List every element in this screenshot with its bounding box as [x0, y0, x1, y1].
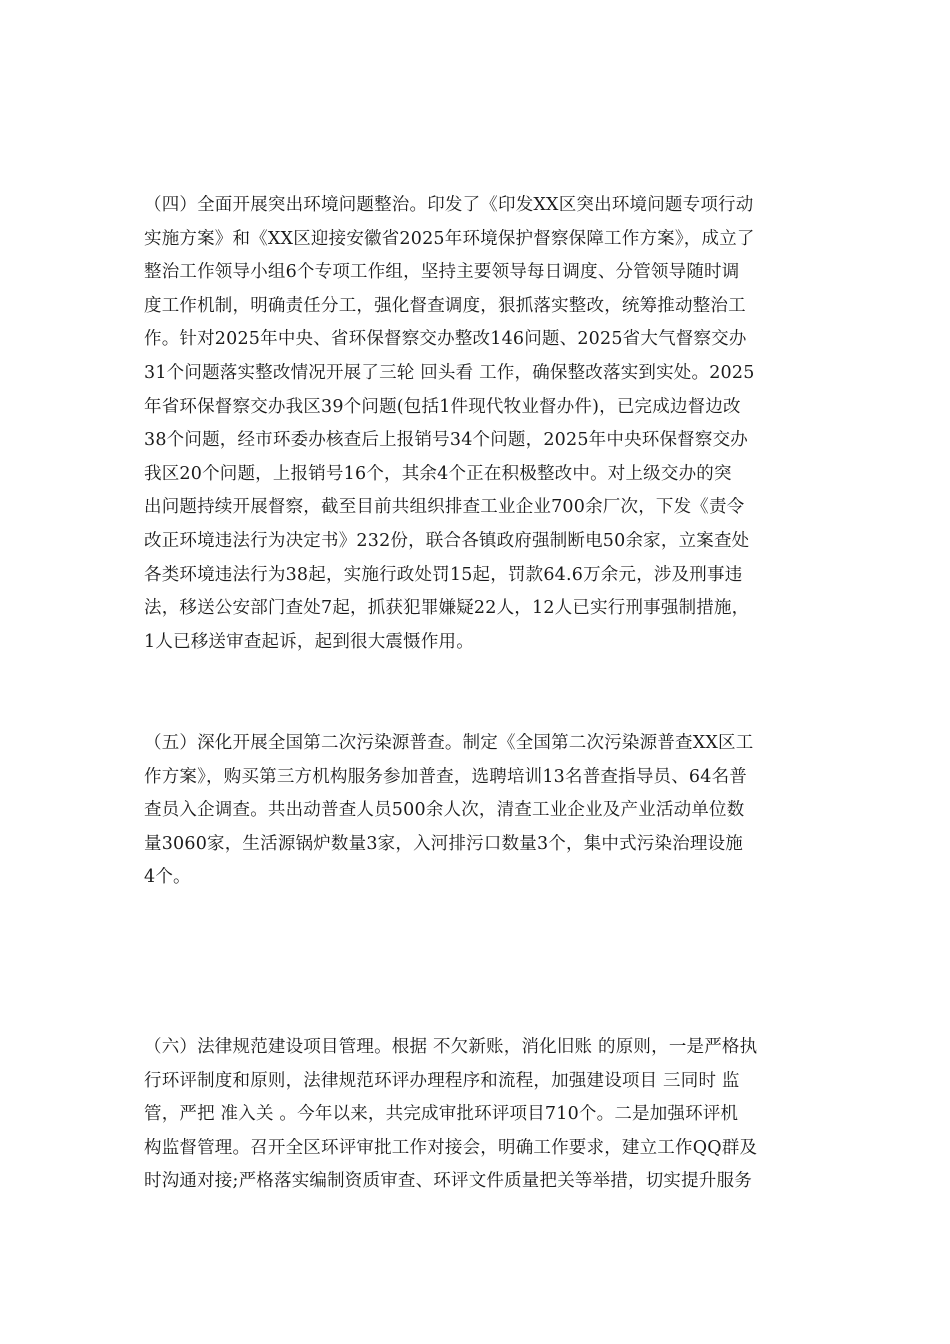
text-line: （四）全面开展突出环境问题整治。印发了《印发XX区突出环境问题专项行动 [144, 195, 754, 215]
text-line: （五）深化开展全国第二次污染源普查。制定《全国第二次污染源普查XX区工 [144, 733, 754, 753]
paragraph-environment-rectification [144, 189, 812, 659]
paragraph-project-management [144, 1031, 812, 1199]
text-line: 时沟通对接;严格落实编制资质审查、环评文件质量把关等举措，切实提升服务 [144, 1171, 752, 1192]
text-line: 管，严把 准入关 。今年以来，共完成审批环评项目710个。二是加强环评机 [144, 1104, 739, 1125]
text-line: 各类环境违法行为38起，实施行政处罚15起，罚款64.6万余元，涉及刑事违 [144, 564, 743, 585]
text-line: 我区20个问题，上报销号16个，其余4个正在积极整改中。对上级交办的突 [144, 463, 732, 484]
text-line: 1人已移送审查起诉，起到很大震慑作用。 [144, 631, 474, 652]
text-line: 出问题持续开展督察，截至目前共组织排查工业企业700余厂次，下发《责令 [144, 497, 745, 518]
text-line: （六）法律规范建设项目管理。根据 不欠新账，消化旧账 的原则，一是严格执 [144, 1037, 758, 1057]
text-line: 38个问题，经市环委办核查后上报销号34个问题，2025年中央环保督察交办 [144, 430, 748, 451]
paragraph-pollution-census [144, 727, 812, 895]
text-line: 行环评制度和原则，法律规范环评办理程序和流程，加强建设项目 三同时 监 [144, 1070, 740, 1091]
text-line: 查员入企调查。共出动普查人员500余人次，清查工业企业及产业活动单位数 [144, 800, 745, 821]
text-line: 年省环保督察交办我区39个问题(包括1件现代牧业督办件)，已完成边督边改 [144, 396, 741, 417]
text-line: 量3060家，生活源锅炉数量3家，入河排污口数量3个，集中式污染治理设施 [144, 833, 744, 854]
text-line: 法，移送公安部门查处7起，抓获犯罪嫌疑22人，12人已实行刑事强制措施， [144, 598, 750, 619]
text-line: 改正环境违法行为决定书》232份，联合各镇政府强制断电50余家，立案查处 [144, 530, 750, 551]
text-line: 4个。 [144, 867, 191, 888]
text-line: 实施方案》和《XX区迎接安徽省2025年环境保护督察保障工作方案》，成立了 [144, 228, 755, 249]
text-line: 整治工作领导小组6个专项工作组，坚持主要领导每日调度、分管领导随时调 [144, 262, 740, 283]
text-line: 31个问题落实整改情况开展了三轮 回头看 工作，确保整改落实到实处。2025 [144, 362, 755, 383]
text-line: 作方案》，购买第三方机构服务参加普查，选聘培训13名普查指导员、64名普 [144, 766, 747, 787]
text-line: 构监督管理。召开全区环评审批工作对接会，明确工作要求，建立工作QQ群及 [144, 1137, 758, 1158]
text-line: 度工作机制，明确责任分工，强化督查调度，狠抓落实整改，统筹推动整治工 [144, 295, 746, 316]
text-line: 作。针对2025年中央、省环保督察交办整改146问题、2025省大气督察交办 [144, 329, 747, 350]
